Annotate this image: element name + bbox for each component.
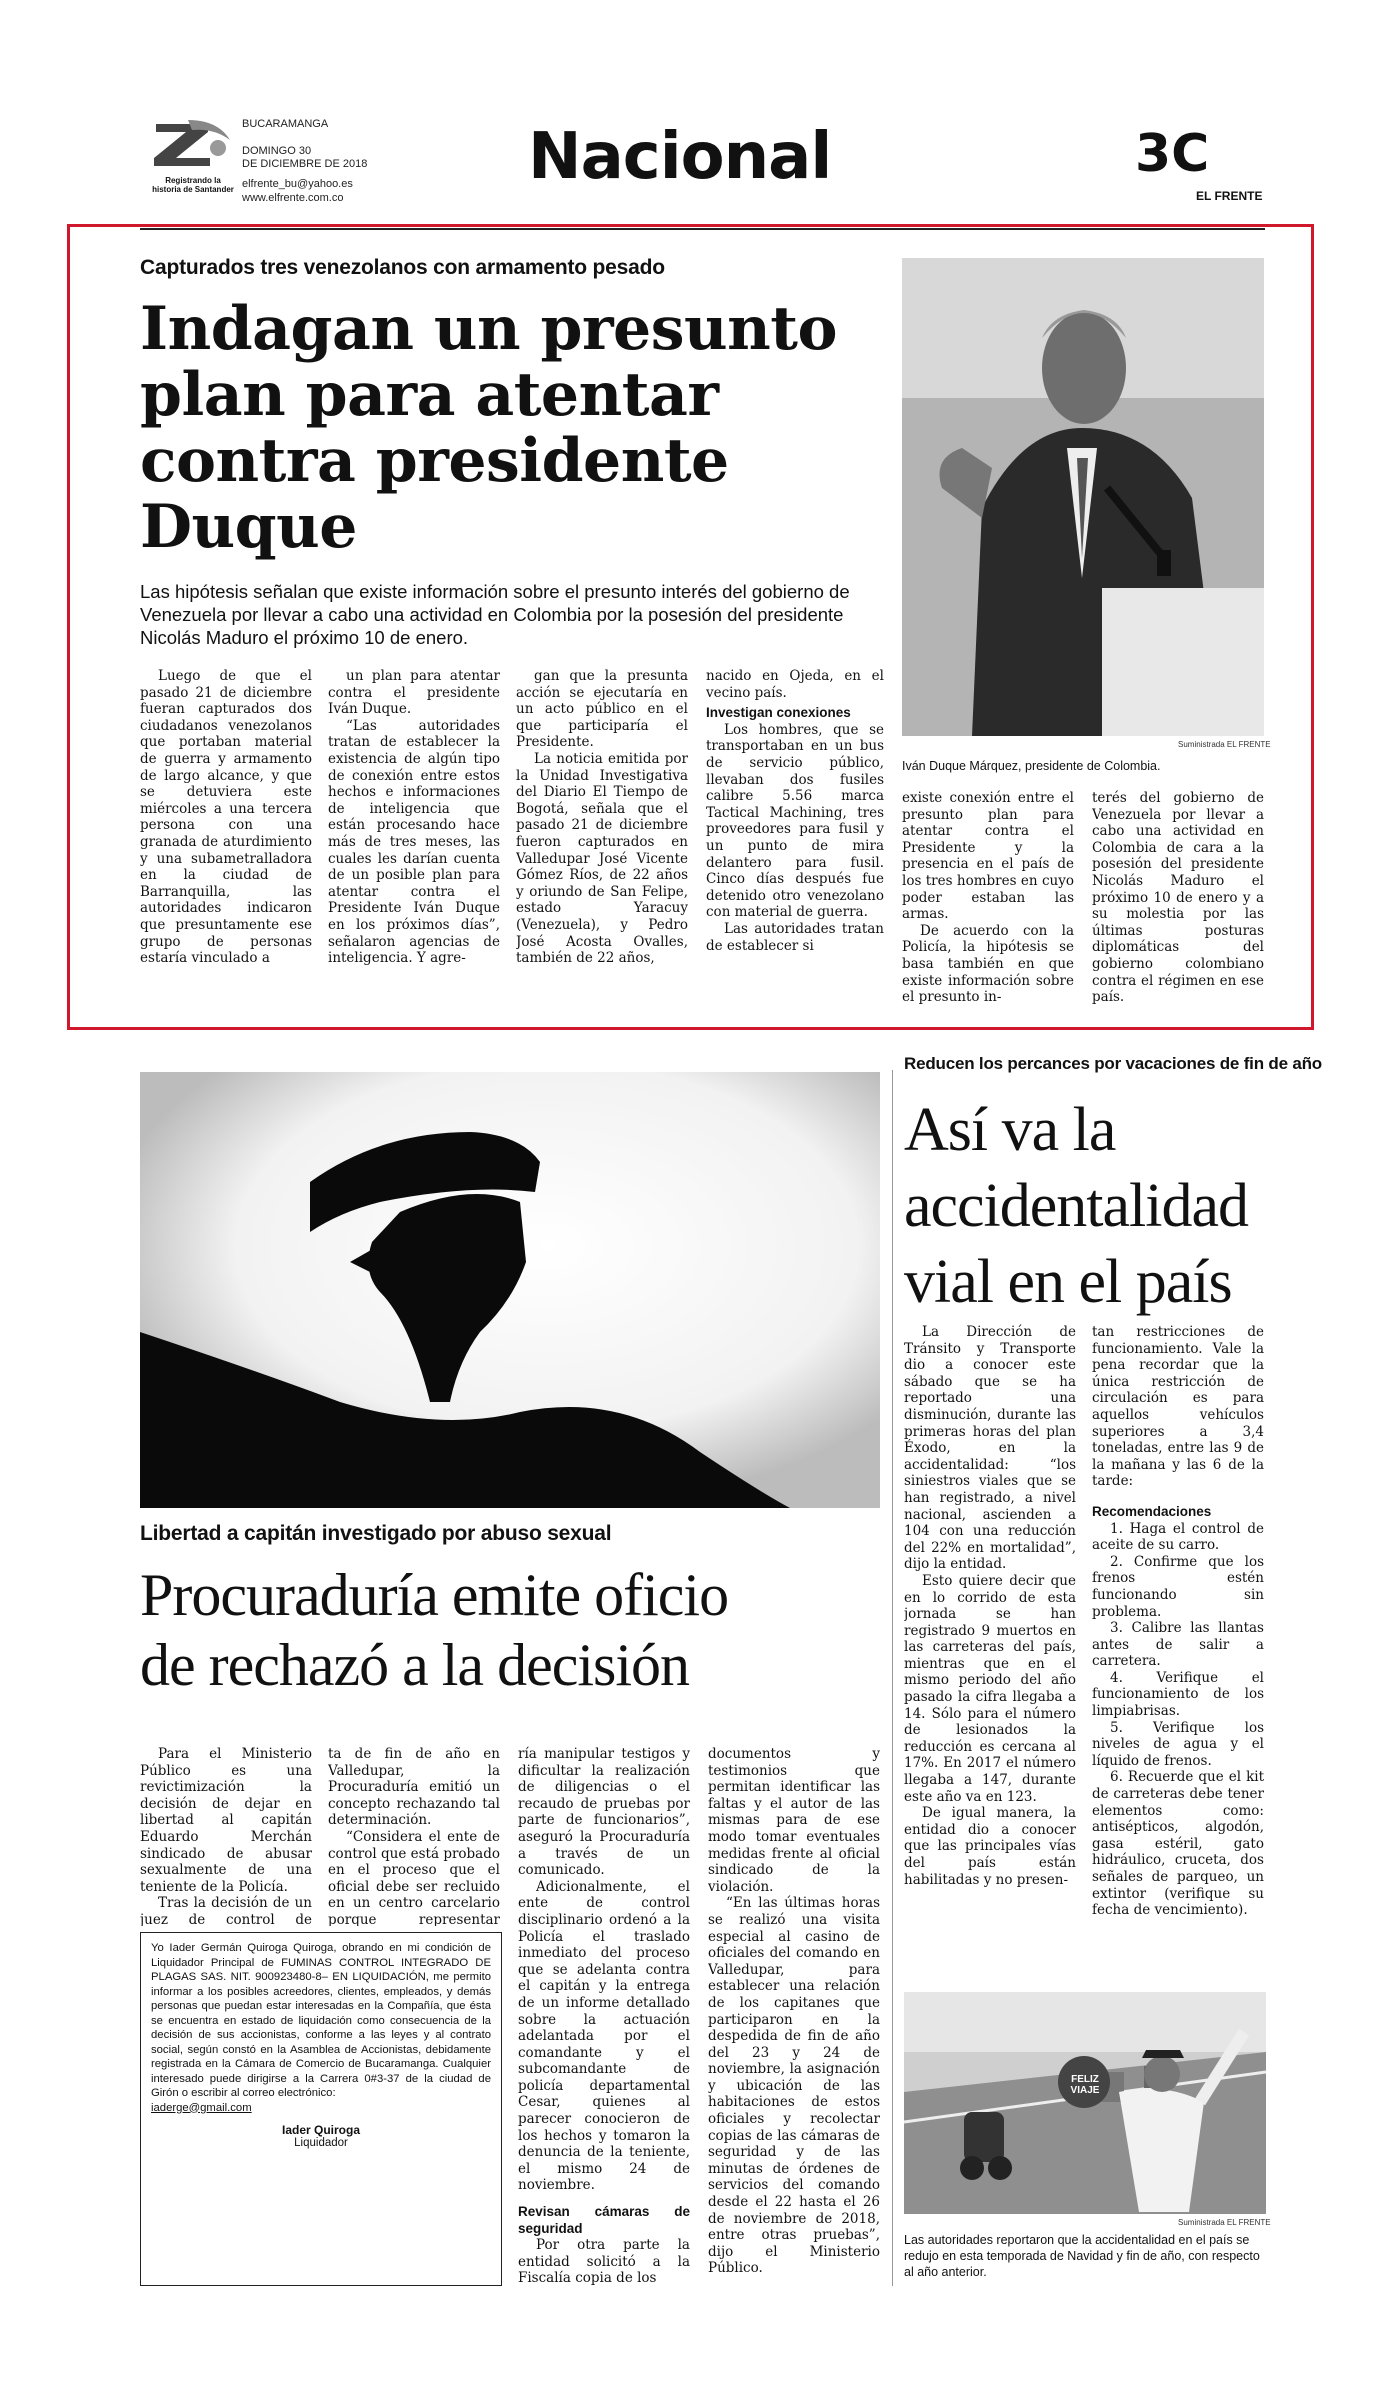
story1-col5: [902, 790, 1074, 1008]
story3-kicker: Reducen los percances por vacaciones de fin de año: [904, 1054, 1322, 1073]
story3-photo-credit: Suministrada EL FRENTE: [1178, 2218, 1271, 2227]
notice-text: Yo Iader Germán Quiroga Quiroga, obrando en mi condición de Liquidador Principal de FUMINAS CONTROL INTEGRADO DE PLAGAS SAS. NIT. 900923480-8– EN LIQUIDACIÓN, me permito informar a los posibles acreedores, clientes, empleados, y demás personas que puedan estar interesadas en la Compañía, que ésta se encuentra en estado de liquidación como consecuencia de la decisión de sus accionistas, conforme a las leyes y al contrato social, según constó en la Asamblea de Accionistas, debidamente registrada en la Cámara de Comercio de Bucaramanga. Cualquier interesado puede dirigirse a la Carrera 0#3-37 de la ciudad de Girón o escribir al correo electrónico:: [151, 1942, 491, 2099]
story1-photo-credit: Suministrada EL FRENTE: [1178, 740, 1271, 749]
story1-col4: [706, 668, 884, 1008]
story2-photo: [140, 1072, 880, 1508]
story3-col1: [904, 1324, 1076, 1946]
page-number: 3C: [1135, 124, 1210, 184]
list-item: 1. Haga el control de aceite de su carro.: [1092, 1520, 1264, 1554]
story1-headline-line: contra presidente Duque: [140, 426, 729, 562]
paragraph: Esto quiere decir que en lo corrido de esta jornada se han registrado 9 muertos en las carreteras del país, mientras que en el mismo periodo del año pasado la cifra llegaba a 14. Sólo para el número de lesionados la reducción es cercana al 17%. En 2017 el número llegaba a 147, durante este año va en 123.: [904, 1572, 1076, 1805]
story1-photo: [902, 258, 1264, 736]
paragraph: Para el Ministerio Público es una revictimización la decisión de dejar en libertad al capitán Eduardo Merchán sindicado de abusar sexualmente de una teniente de la Policía.: [140, 1746, 312, 1895]
paragraph: Adicionalmente, el ente de control disciplinario ordenó a la Policía el traslado inmediato del proceso que se adelanta contra el capitán y la entrega de un informe detallado sobre la actuación adelantada por el comandante y el subcomandante de policía departamental Cesar, quienes al parecer conocieron de los hechos y tomaron la denuncia de la teniente, el mismo 24 de noviembre.: [518, 1878, 690, 2194]
story3-photo: [904, 1992, 1266, 2214]
list-item: 6. Recuerde que el kit de carreteras debe tener elementos como: antisépticos, algodón, gasa estéril, gato hidráulico, cruceta, dos señales de parqueo, un extintor (verifique su fecha de vencimiento).: [1092, 1769, 1264, 1919]
story2-kicker: Libertad a capitán investigado por abuso sexual: [140, 1522, 612, 1545]
story1-caption: Iván Duque Márquez, presidente de Colombia.: [902, 759, 1161, 773]
story3-col2: [1092, 1324, 1264, 1946]
paragraph: nacido en Ojeda, en el vecino país.: [706, 668, 884, 701]
list-item: 2. Confirme que los frenos estén funcionando sin problema.: [1092, 1553, 1264, 1620]
logo-mark-icon: [148, 118, 236, 176]
notice-signer: Iader Quiroga: [281, 2123, 361, 2137]
header-website[interactable]: www.elfrente.com.co: [242, 192, 344, 204]
story1-headline-line: plan para atentar: [140, 360, 719, 430]
story2-headline-line: de rechazó a la decisión: [140, 1632, 690, 1698]
column-divider: [892, 1070, 893, 2286]
story3-caption: Las autoridades reportaron que la accidentalidad en el país se redujo en esta temporada de Navidad y fin de año, con respecto al año anterior.: [904, 2233, 1260, 2279]
story2-col3: [518, 1746, 690, 2298]
story2-headline: [140, 1560, 900, 1700]
paragraph: Luego de que el pasado 21 de diciembre fueran capturados dos ciudadanos venezolanos que portaban material de guerra y armamento de largo alcance, y que se detuviera este miércoles a una tercera persona con una granada de aturdimiento y una subametralladora en la ciudad de Barranquilla, las autoridades indicaron que presuntamente ese grupo de personas estaría vinculado a: [140, 668, 312, 967]
paragraph: La Dirección de Tránsito y Transporte dio a conocer este sábado que se ha reportado una disminución, durante las primeras horas del plan Éxodo, en la accidentalidad: “los siniestros viales que se han registrado, a nivel nacional, ascienden a 104 con una reducción del 22% en mortalidad”, dijo la entidad.: [904, 1324, 1076, 1573]
paragraph: gan que la presunta acción se ejecutaría en un acto público en el que participaría el Presidente.: [516, 668, 688, 751]
story3-headline-line: accidentalidad: [904, 1172, 1249, 1240]
story2-headline-line: Procuraduría emite oficio: [140, 1562, 729, 1628]
story1-col3: [516, 668, 688, 1008]
paragraph: Por otra parte la entidad solicitó a la Fiscalía copia de los: [518, 2237, 690, 2287]
story1-headline-line: Indagan un presunto: [140, 294, 837, 364]
paragraph: De igual manera, la entidad dio a conocer que las principales vías del país están habilitadas y no presen-: [904, 1805, 1076, 1888]
paragraph: Tras la decisión de un juez de control de: [140, 1895, 312, 1926]
paragraph: Los hombres, que se transportaban en un bus de servicio público, llevaban dos fusiles calibre 5.56 marca Tactical Machining, tres proveedores para fusil y un punto de mira delantero para fusil. Cinco días después fue detenido otro venezolano con material de guerra.: [706, 721, 884, 921]
subheading: Recomendaciones: [1092, 1503, 1212, 1519]
notice-email[interactable]: iaderge@gmail.com: [151, 2101, 252, 2114]
masthead-logo: [148, 118, 236, 176]
speaker-silhouette-icon: [902, 258, 1264, 736]
traffic-officer-icon: [904, 1992, 1266, 2214]
subheading: Investigan conexiones: [706, 705, 851, 721]
paragraph: ta de fin de año en Valledupar, la Procuraduría emitió un concepto rechazando tal determinación.: [328, 1746, 500, 1829]
header-date-1: DOMINGO 30: [242, 145, 312, 157]
story1-headline: [140, 296, 920, 560]
header-email[interactable]: elfrente_bu@yahoo.es: [242, 178, 353, 190]
subheading: Revisan cámaras de seguridad: [518, 2204, 690, 2236]
story1-col1: [140, 668, 312, 1008]
story2-col1: [140, 1746, 312, 1926]
list-item: 5. Verifique los niveles de agua y el líquido de frenos.: [1092, 1719, 1264, 1769]
story1-col6: [1092, 790, 1264, 1008]
story3-headline-line: Así va la: [904, 1096, 1116, 1164]
story1-kicker: Capturados tres venezolanos con armamento pesado: [140, 256, 665, 279]
list-item: 3. Calibre las llantas antes de salir a carretera.: [1092, 1620, 1264, 1670]
paragraph: Las autoridades tratan de establecer si: [706, 920, 884, 954]
paragraph: “Las autoridades tratan de establecer la existencia de algún tipo de conexión entre estos hechos e informaciones de inteligencia que están procesando hace más de tres meses, las cuales les darían cuenta de un posible plan para atentar contra el Presidente Iván Duque en los próximos días”, señalaron agencias de inteligencia. Y agre-: [328, 717, 500, 967]
paragraph: La noticia emitida por la Unidad Investigativa del Diario El Tiempo de Bogotá, señala que el pasado 21 de diciembre fueron capturados en Valledupar José Vicente Gómez Ríos, de 22 años y oriundo de San Felipe, estado Yaracuy (Venezuela), y Pedro José Acosta Ovalles, también de 22 años,: [516, 750, 688, 967]
header-date-2: DE DICIEMBRE DE 2018: [242, 158, 368, 170]
story3-headline-line: vial en el país: [904, 1248, 1232, 1316]
paragraph: “En las últimas horas se realizó una visita especial al casino de oficiales del comando en Valledupar, para establecer una relación de los capitanes que participaron en la despedida de fin de año del 23 y 24 de noviembre, la asignación y ubicación de las habitaciones de estos oficiales y recolectar copias de las cámaras de seguridad y de las minutas de órdenes de servicios del comando desde el 22 hasta el 26 de noviembre de 2018, entre otras pruebas”, dijo el Ministerio Público.: [708, 1895, 880, 2277]
story2-col4: [708, 1746, 880, 2298]
section-title: Nacional: [528, 120, 832, 194]
paragraph: De acuerdo con la Policía, la hipótesis se basa también en que existe información sobre el presunto in-: [902, 922, 1074, 1006]
officer-silhouette-icon: [140, 1072, 880, 1508]
notice-role: Liquidador: [294, 2137, 348, 2149]
story1-col2: [328, 668, 500, 1008]
legal-notice: [140, 1932, 502, 2286]
paragraph: ría manipular testigos y dificultar la realización de diligencias o el recaudo de pruebas por parte de funcionarios”, aseguró la Procuraduría a través de un comunicado.: [518, 1746, 690, 1879]
paragraph: terés del gobierno de Venezuela por llevar a cabo una actividad en Colombia de cara a la posesión del presidente Nicolás Maduro el próximo 10 de enero y a su molestia por las últimas posturas diplomáticas del gobierno colombiano contra el régimen en ese país.: [1092, 790, 1264, 1006]
header-city: BUCARAMANGA: [242, 118, 329, 130]
logo-tagline: Registrando la historia de Santander: [152, 176, 234, 194]
sign-text: FELIZ VIAJE: [1070, 2074, 1100, 2096]
paragraph: “Considera el ente de control que está probado en el proceso que el oficial debe ser recluido en un centro carcelario porque representar: [328, 1828, 500, 1926]
paragraph: tan restricciones de funcionamiento. Vale la pena recordar que la única restricción de circulación es para aquellos vehículos superiores a 3,4 toneladas, entre las 9 de la mañana y las 6 de la tarde:: [1092, 1324, 1264, 1490]
brand-name: EL FRENTE: [1196, 189, 1263, 203]
story2-col2: [328, 1746, 500, 1926]
story3-headline: [904, 1092, 1284, 1320]
paragraph: un plan para atentar contra el presidente Iván Duque.: [328, 668, 500, 718]
paragraph: existe conexión entre el presunto plan para atentar contra el Presidente y la presencia en el país de los tres hombres en cuyo poder estaban las armas.: [902, 790, 1074, 923]
story1-lead: Las hipótesis señalan que existe información sobre el presunto interés del gobierno de Venezuela por llevar a cabo una actividad en Colombia por la posesión del presidente Nicolás Maduro el próximo 10 de enero.: [140, 581, 850, 648]
paragraph: documentos y testimonios que permitan identificar las faltas y el autor de las mismas para de ese modo tomar eventuales medidas frente al oficial sindicado de la violación.: [708, 1746, 880, 1895]
list-item: 4. Verifique el funcionamiento de los limpiabrisas.: [1092, 1669, 1264, 1720]
